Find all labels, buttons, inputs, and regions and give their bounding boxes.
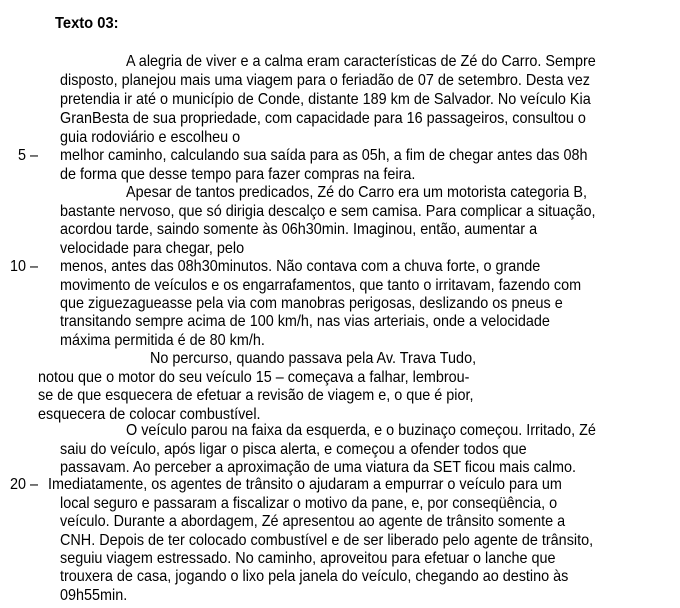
text-line: disposto, planejou mais uma viagem para o feriadão de 07 de setembro. Desta vez (60, 72, 590, 89)
text-line: Apesar de tantos predicados, Zé do Carro era um motorista categoria B, (126, 184, 588, 201)
text-line: acordou tarde, saindo somente às 06h30min. Imaginou, então, aumentar a (60, 221, 538, 238)
text-line: que ziguezagueasse pela via com manobras perigosas, deslizando os pneus e (60, 295, 563, 312)
text-line: passavam. Ao perceber a aproximação de uma viatura da SET ficou mais calmo. (60, 459, 576, 476)
text-line: de forma que desse tempo para fazer compras na feira. (60, 166, 416, 183)
text-line: CNH. Depois de ter colocado combustível e de ser liberado pelo agente de trânsito, (60, 532, 594, 549)
text-line: se de que esquecera de efetuar a revisão de viagem e, o que é pior, (38, 387, 474, 404)
text-line: pretendia ir até o município de Conde, distante 189 km de Salvador. No veículo Kia (60, 91, 591, 108)
text-line: No percurso, quando passava pela Av. Trava Tudo, (150, 350, 477, 367)
text-line: seguiu viagem estressado. No caminho, aproveitou para efetuar o lanche que (60, 550, 556, 567)
text-line: GranBesta de sua propriedade, com capacidade para 16 passageiros, consultou o (60, 110, 586, 127)
text-line: O veículo parou na faixa da esquerda, e o buzinaço começou. Irritado, Zé (126, 422, 596, 439)
line-number: 5 – (18, 147, 39, 164)
text-line: máxima permitida é de 80 km/h. (60, 332, 265, 349)
text-line: local seguro e passaram a fiscalizar o motivo da pane, e, por conseqüência, o (60, 495, 558, 512)
text-line: velocidade para chegar, pelo (60, 240, 245, 257)
document-title: Texto 03: (55, 15, 119, 32)
text-line: 09h55min. (60, 587, 128, 604)
text-line: esquecera de colocar combustível. (38, 406, 261, 423)
text-line: transitando sempre acima de 100 km/h, nas vias arteriais, onde a velocidade (60, 313, 550, 330)
text-line: notou que o motor do seu veículo 15 – começava a falhar, lembrou- (38, 369, 470, 386)
text-line: Imediatamente, os agentes de trânsito o ajudaram a empurrar o veículo para um (48, 476, 562, 493)
text-line: melhor caminho, calculando sua saída para as 05h, a fim de chegar antes das 08h (60, 147, 588, 164)
text-line: guia rodoviário e escolheu o (60, 129, 241, 146)
text-line: veículo. Durante a abordagem, Zé apresentou ao agente de trânsito somente a (60, 513, 566, 530)
text-line: bastante nervoso, que só dirigia descalço e sem camisa. Para complicar a situação, (60, 203, 596, 220)
text-line: saiu do veículo, após ligar o pisca alerta, e começou a ofender todos que (60, 441, 527, 458)
text-line: menos, antes das 08h30minutos. Não contava com a chuva forte, o grande (60, 258, 541, 275)
text-line: movimento de veículos e os engarrafamentos, que tanto o irritavam, fazendo com (60, 277, 582, 294)
text-line: A alegria de viver e a calma eram características de Zé do Carro. Sempre (126, 53, 596, 70)
line-number: 10 – (10, 258, 39, 275)
line-number: 20 – (10, 476, 39, 493)
text-line: trouxera de casa, jogando o lixo pela janela do veículo, chegando ao destino às (60, 568, 569, 585)
